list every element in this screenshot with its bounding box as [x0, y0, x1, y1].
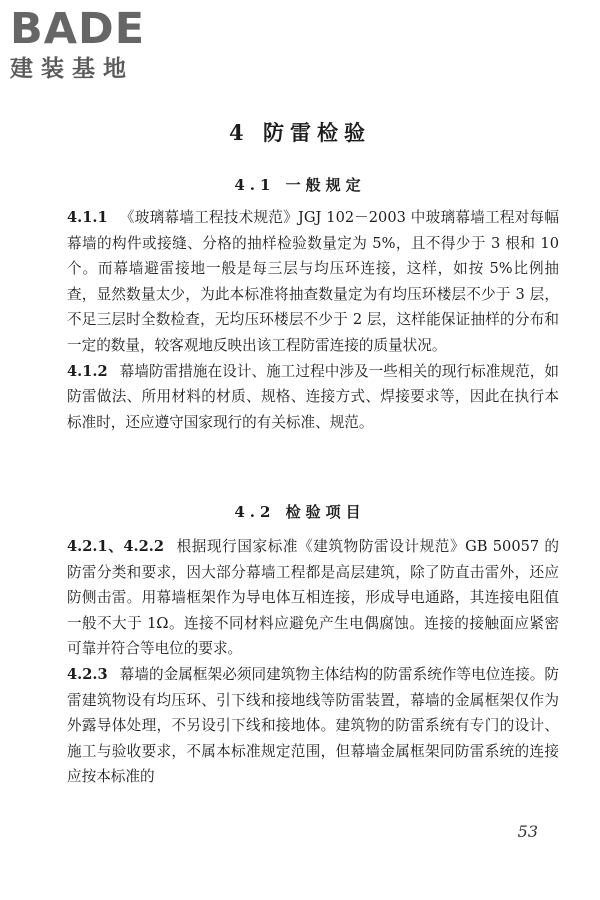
- section-title-4-2: 4.2 检验项目: [234, 503, 366, 521]
- page-number: 53: [517, 822, 538, 841]
- clause-4-1-1: [67, 205, 559, 359]
- clause-4-2-3: [67, 662, 559, 790]
- section-body-4-2: [67, 534, 559, 790]
- clause-text: 幕墙的金属框架必须同建筑物主体结构的防雷系统作等电位连接。防雷建筑物设有均压环、引下线和接地线等防雷装置，幕墙的金属框架仅作为外露导体处理，不另设引下线和接地体。建筑物的防雷系统有专门的设计、施工与验收要求，不属本标准规定范围，但幕墙金属框架同防雷系统的连接应按本标准的: [67, 665, 559, 786]
- logo-mark: BADE: [10, 4, 146, 54]
- clause-number: 4.2.1、4.2.2: [67, 538, 165, 555]
- clause-text: 幕墙防雷措施在设计、施工过程中涉及一些相关的现行标准规范，如防雷做法、所用材料的材质、规格、连接方式、焊接要求等，因此在执行本标准时，还应遵守国家现行的有关标准、规范。: [67, 362, 559, 431]
- section-body-4-1: [67, 205, 559, 435]
- clause-4-2-1-4-2-2: [67, 534, 559, 662]
- logo-subtitle: 建装基地: [10, 56, 134, 82]
- clause-number: 4.2.3: [67, 665, 108, 683]
- clause-text: 根据现行国家标准《建筑物防雷设计规范》GB 50057 的防雷分类和要求，因大部分幕墙工程都是高层建筑，除了防直击雷外，还应防侧击雷。用幕墙框架作为导电体互相连接，形成导电通路，其连接电阻值一般不大于 1Ω。连接不同材料应避免产生电偶腐蚀。连接的接触面应紧密可靠并符合等电位的要求。: [67, 538, 559, 658]
- watermark-logo: [10, 6, 175, 84]
- chapter-title: 4 防雷检验: [229, 120, 371, 145]
- section-title-4-1: 4.1 一般规定: [234, 176, 366, 194]
- clause-text: 《玻璃幕墙工程技术规范》JGJ 102－2003 中玻璃幕墙工程对每幅幕墙的构件或接缝、分格的抽样检验数量定为 5%，且不得少于 3 根和 10 个。而幕墙避雷接地一般是每三层与均压环连接，这样，如按 5%比例抽查，显然数量太少，为此本标准将抽查数量定为有均压环楼层不少于 3 层，不足三层时全数检查，无均压环楼层不少于 2 层，这样能保证抽样的分布和一定的数量，较客观地反映出该工程防雷连接的质量状况。: [67, 209, 559, 354]
- clause-number: 4.1.1: [67, 209, 108, 226]
- clause-number: 4.1.2: [67, 362, 108, 380]
- clause-4-1-2: [67, 359, 559, 436]
